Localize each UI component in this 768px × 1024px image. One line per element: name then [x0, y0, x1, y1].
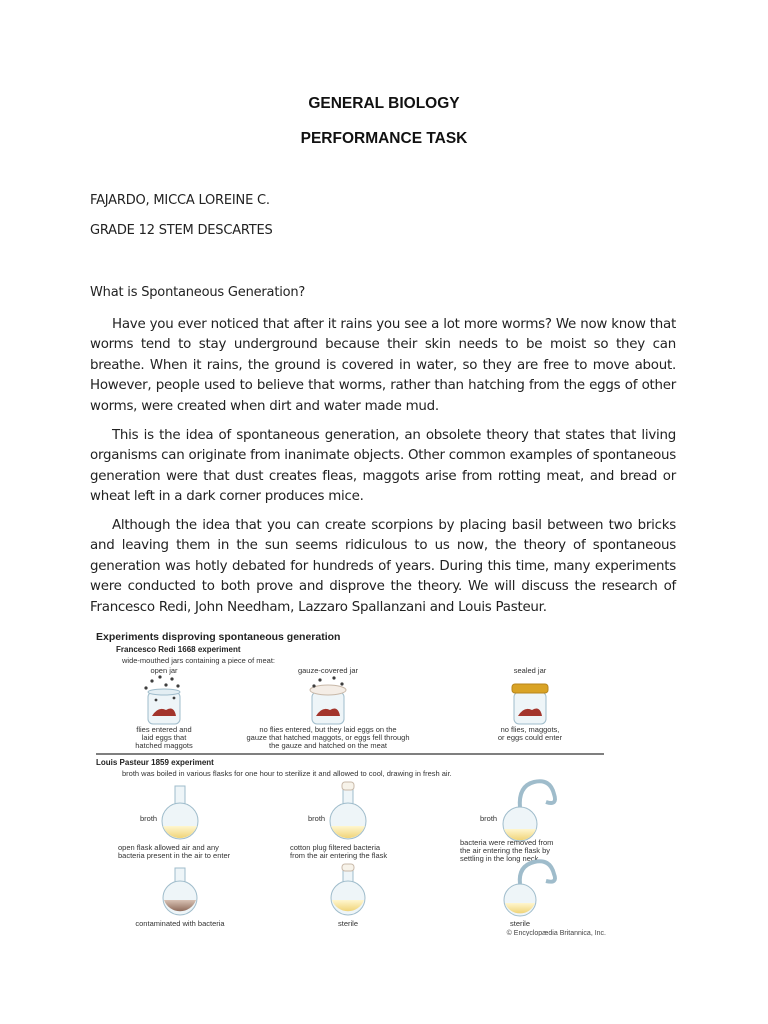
sealed-jar-icon [512, 684, 548, 724]
caption-gauze-jar-1: no flies entered, but they laid eggs on the [259, 725, 397, 734]
broth-label-1: broth [140, 814, 158, 823]
student-section: GRADE 12 STEM DESCARTES [90, 223, 273, 238]
paragraph-3: Although the idea that you can create scorpions by placing basil between two bricks and leaving them in the sun seems ridiculous to us now, the theory of spontaneous generation was hotly debated for hundreds of years. During this time, many experiments were conducted to both prove and disprove the theory. We will discuss the research of Francesco Redi, John Needham, Lazzaro Spallanzani and Louis Pasteur. [90, 518, 676, 615]
result-cotton-flask: sterile [337, 919, 359, 928]
figure-title: Experiments disproving spontaneous generation [96, 631, 341, 643]
redi-subtitle: wide-mouthed jars containing a piece of meat: [122, 656, 276, 665]
caption-sealed-jar-2: or eggs could enter [497, 733, 563, 742]
pasteur-heading: Louis Pasteur 1859 experiment [96, 758, 214, 767]
page-title: GENERAL BIOLOGY [308, 95, 460, 112]
cotton-plug-flask-icon [330, 782, 366, 839]
open-jar-icon [144, 675, 180, 724]
sterile-cotton-flask-icon [331, 864, 365, 915]
paragraph-1: Have you ever noticed that after it rains you see a lot more worms? We now know that worms tend to stay underground because their skin needs to be moist so they can breathe. When it rains, the ground is covered in water, so they are free to move about. However, people used to believe that worms, rather than hatching from the eggs of other worms, were created when dirt and water made mud. [90, 317, 676, 414]
caption-cotton-flask-1: cotton plug filtered bacteria [290, 843, 381, 852]
sterile-swan-flask-icon [504, 861, 555, 916]
caption-open-jar-1: flies entered and [136, 725, 192, 734]
caption-open-flask-1: open flask allowed air and any [118, 843, 219, 852]
caption-gauze-jar-2: gauze that hatched maggots, or eggs fell through [246, 733, 410, 742]
question-heading: What is Spontaneous Generation? [90, 285, 306, 300]
caption-open-jar-2: laid eggs that [141, 733, 187, 742]
jar-open-label: open jar [150, 666, 178, 675]
pasteur-subtitle: broth was boiled in various flasks for one hour to sterilize it and allowed to cool, drawing in fresh air. [122, 769, 452, 778]
jar-gauze-label: gauze-covered jar [297, 666, 359, 675]
swan-neck-flask-icon [503, 781, 555, 841]
student-name: FAJARDO, MICCA LOREINE C. [90, 193, 270, 208]
caption-open-jar-3: hatched maggots [135, 741, 193, 750]
gauze-jar-icon [310, 676, 346, 724]
broth-label-2: broth [308, 814, 326, 823]
result-swan-flask: sterile [509, 919, 531, 928]
caption-cotton-flask-2: from the air entering the flask [290, 851, 388, 860]
caption-swan-flask-3: settling in the long neck [460, 854, 539, 863]
caption-swan-flask-1: bacteria were removed from [460, 838, 554, 847]
figure-credit: © Encyclopædia Britannica, Inc. [506, 930, 606, 936]
open-flask-icon [162, 786, 198, 839]
page-subtitle: PERFORMANCE TASK [300, 130, 468, 147]
result-open-flask: contaminated with bacteria [135, 919, 225, 928]
contaminated-flask-icon [163, 868, 197, 915]
experiments-figure [88, 626, 612, 936]
jar-sealed-label: sealed jar [513, 666, 547, 675]
caption-gauze-jar-3: the gauze and hatched on the meat [268, 741, 388, 750]
redi-heading: Francesco Redi 1668 experiment [116, 645, 241, 654]
caption-swan-flask-2: the air entering the flask by [460, 846, 551, 855]
paragraph-2: This is the idea of spontaneous generation, an obsolete theory that states that living organisms can originate from inanimate objects. Other common examples of spontaneous generation were that dust creates fleas, maggots arise from rotting meat, and bread or wheat left in a dark corner produces mice. [90, 428, 676, 505]
broth-label-3: broth [480, 814, 498, 823]
caption-open-flask-2: bacteria present in the air to enter [118, 851, 231, 860]
caption-sealed-jar-1: no flies, maggots, [500, 725, 560, 734]
